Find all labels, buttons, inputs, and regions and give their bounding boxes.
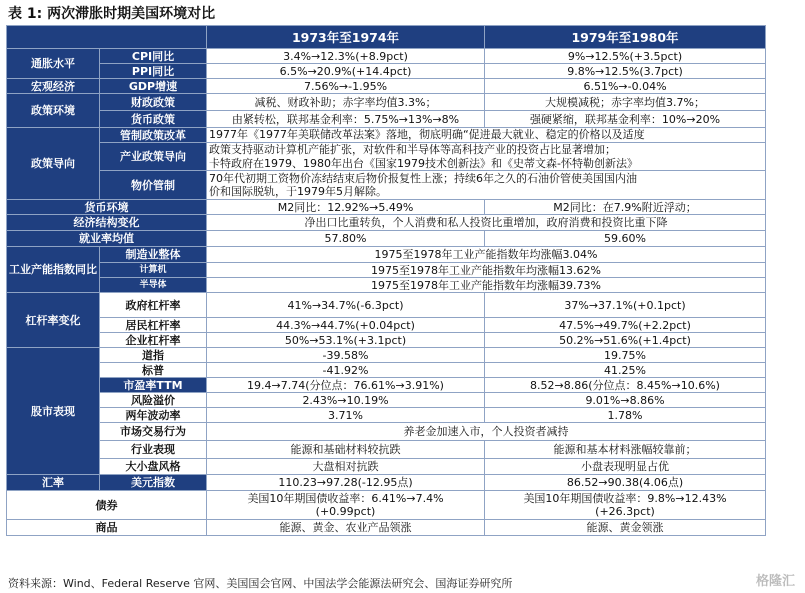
pe-label: 市盈率TTM — [100, 378, 207, 393]
pe-b: 8.52→8.86(分位点：8.45%→10.6%) — [485, 378, 766, 393]
commodity-b: 能源、黄金领涨 — [485, 520, 766, 536]
ppi-b: 9.8%→12.5%(3.7pct) — [485, 64, 766, 79]
gov-lev-b: 37%→37.1%(+0.1pct) — [485, 293, 766, 318]
computer-label: 计算机 — [100, 263, 207, 278]
semi-text: 1975至1978年工业产能指数年均涨幅39.73% — [207, 278, 766, 293]
size-b: 小盘表现明显占优 — [485, 459, 766, 475]
bond-b-line1: 美国10年期国债收益率：9.8%→12.43% — [523, 492, 727, 505]
reform-label: 管制政策改革 — [100, 128, 207, 143]
category-macro: 宏观经济 — [7, 79, 100, 94]
industry-text-line1: 政策支持驱动计算机产能扩张，对软件和半导体等高科技产业的投资占比显著增加； — [209, 143, 616, 156]
house-lev-a: 44.3%→44.7%(+0.04pct) — [207, 318, 485, 333]
employment-a: 57.80% — [207, 231, 485, 247]
source-note: 资料来源：Wind、Federal Reserve 官网、美国国会官网、中国法学会能源法研究会、国海证券研究所 — [8, 577, 513, 590]
corp-lev-b: 50.2%→51.6%(+1.4pct) — [485, 333, 766, 348]
computer-text: 1975至1978年工业产能指数年均涨幅13.62% — [207, 263, 766, 278]
sp-a: -41.92% — [207, 363, 485, 378]
industry-label: 产业政策导向 — [100, 143, 207, 171]
corp-lev-label: 企业杠杆率 — [100, 333, 207, 348]
fiscal-label: 财政政策 — [100, 94, 207, 111]
price-label: 物价管制 — [100, 171, 207, 200]
sector-a: 能源和基础材料较抗跌 — [207, 441, 485, 459]
cpi-b: 9%→12.5%(+3.5pct) — [485, 49, 766, 64]
trade-label: 市场交易行为 — [100, 423, 207, 441]
cpi-label: CPI同比 — [100, 49, 207, 64]
pe-a: 19.4→7.74(分位点：76.61%→3.91%) — [207, 378, 485, 393]
bond-a — [207, 491, 485, 520]
bond-a-line2: (+0.99pct) — [315, 505, 376, 518]
watermark-logo: 格隆汇 — [755, 574, 795, 589]
cpi-a: 3.4%→12.3%(+8.9pct) — [207, 49, 485, 64]
gov-lev-a: 41%→34.7%(-6.3pct) — [207, 293, 485, 318]
fiscal-a: 减税、财政补助；赤字率均值3.3%； — [207, 94, 485, 111]
money-env-label: 货币环境 — [7, 200, 207, 215]
dow-label: 道指 — [100, 348, 207, 363]
usd-b: 86.52→90.38(4.06点) — [485, 475, 766, 491]
monetary-b: 强硬紧缩，联邦基金利率：10%→20% — [485, 111, 766, 128]
reform-text: 1977年《1977年美联储改革法案》落地，彻底明确“促进最大就业、稳定的价格以及适度 — [207, 128, 766, 143]
erp-b: 9.01%→8.86% — [485, 393, 766, 408]
structure-label: 经济结构变化 — [7, 215, 207, 231]
table-title: 表 1: 两次滞胀时期美国环境对比 — [8, 6, 216, 22]
category-stock: 股市表现 — [7, 348, 100, 475]
house-lev-label: 居民杠杆率 — [100, 318, 207, 333]
employment-b: 59.60% — [485, 231, 766, 247]
employment-label: 就业率均值 — [7, 231, 207, 247]
commodity-label: 商品 — [7, 520, 207, 536]
header-corner — [7, 26, 207, 49]
category-policy-dir: 政策导向 — [7, 128, 100, 200]
price-text — [207, 171, 766, 200]
header-period-2: 1979年至1980年 — [485, 26, 766, 49]
sp-label: 标普 — [100, 363, 207, 378]
gov-lev-label: 政府杠杆率 — [100, 293, 207, 318]
monetary-label: 货币政策 — [100, 111, 207, 128]
size-label: 大小盘风格 — [100, 459, 207, 475]
erp-label: 风险溢价 — [100, 393, 207, 408]
sector-label: 行业表现 — [100, 441, 207, 459]
bond-label: 债券 — [7, 491, 207, 520]
monetary-a: 由紧转松，联邦基金利率：5.75%→13%→8% — [207, 111, 485, 128]
dow-a: -39.58% — [207, 348, 485, 363]
bond-a-line1: 美国10年期国债收益率：6.41%→7.4% — [247, 492, 444, 505]
dow-b: 19.75% — [485, 348, 766, 363]
category-capacity: 工业产能指数同比 — [7, 247, 100, 293]
gdp-b: 6.51%→-0.04% — [485, 79, 766, 94]
money-env-a: M2同比：12.92%→5.49% — [207, 200, 485, 215]
commodity-a: 能源、黄金、农业产品领涨 — [207, 520, 485, 536]
bond-b-line2: (+26.3pct) — [595, 505, 655, 518]
fiscal-b: 大规模减税；赤字率均值3.7%； — [485, 94, 766, 111]
size-a: 大盘相对抗跌 — [207, 459, 485, 475]
ppi-a: 6.5%→20.9%(+14.4pct) — [207, 64, 485, 79]
mfg-text: 1975至1978年工业产能指数年均涨幅3.04% — [207, 247, 766, 263]
gdp-label: GDP增速 — [100, 79, 207, 94]
gdp-a: 7.56%→-1.95% — [207, 79, 485, 94]
usd-label: 美元指数 — [100, 475, 207, 491]
trade-text: 养老金加速入市，个人投资者减持 — [207, 423, 766, 441]
ppi-label: PPI同比 — [100, 64, 207, 79]
house-lev-b: 47.5%→49.7%(+2.2pct) — [485, 318, 766, 333]
bond-b — [485, 491, 766, 520]
vol-b: 1.78% — [485, 408, 766, 423]
comparison-table — [6, 25, 766, 536]
sector-b: 能源和基本材料涨幅较靠前； — [485, 441, 766, 459]
erp-a: 2.43%→10.19% — [207, 393, 485, 408]
category-leverage: 杠杆率变化 — [7, 293, 100, 348]
money-env-b: M2同比：在7.9%附近浮动； — [485, 200, 766, 215]
structure-text: 净出口比重转负，个人消费和私人投资比重增加，政府消费和投资比重下降 — [207, 215, 766, 231]
sp-b: 41.25% — [485, 363, 766, 378]
mfg-label: 制造业整体 — [100, 247, 207, 263]
vol-a: 3.71% — [207, 408, 485, 423]
usd-a: 110.23→97.28(-12.95点) — [207, 475, 485, 491]
industry-text — [207, 143, 766, 171]
industry-text-line2: 卡特政府在1979、1980年出台《国家1979技术创新法》和《史蒂文森-怀特勒创新法》 — [209, 156, 638, 170]
corp-lev-a: 50%→53.1%(+3.1pct) — [207, 333, 485, 348]
category-policy-env: 政策环境 — [7, 94, 100, 128]
price-text-line2: 价和国际脱轨，于1979年5月解除。 — [209, 185, 387, 198]
semi-label: 半导体 — [100, 278, 207, 293]
price-text-line1: 70年代初期工资物价冻结结束后物价报复性上涨；持续6年之久的石油价管使美国国内油 — [209, 171, 637, 185]
category-fx: 汇率 — [7, 475, 100, 491]
category-inflation: 通胀水平 — [7, 49, 100, 79]
vol-label: 两年波动率 — [100, 408, 207, 423]
header-period-1: 1973年至1974年 — [207, 26, 485, 49]
